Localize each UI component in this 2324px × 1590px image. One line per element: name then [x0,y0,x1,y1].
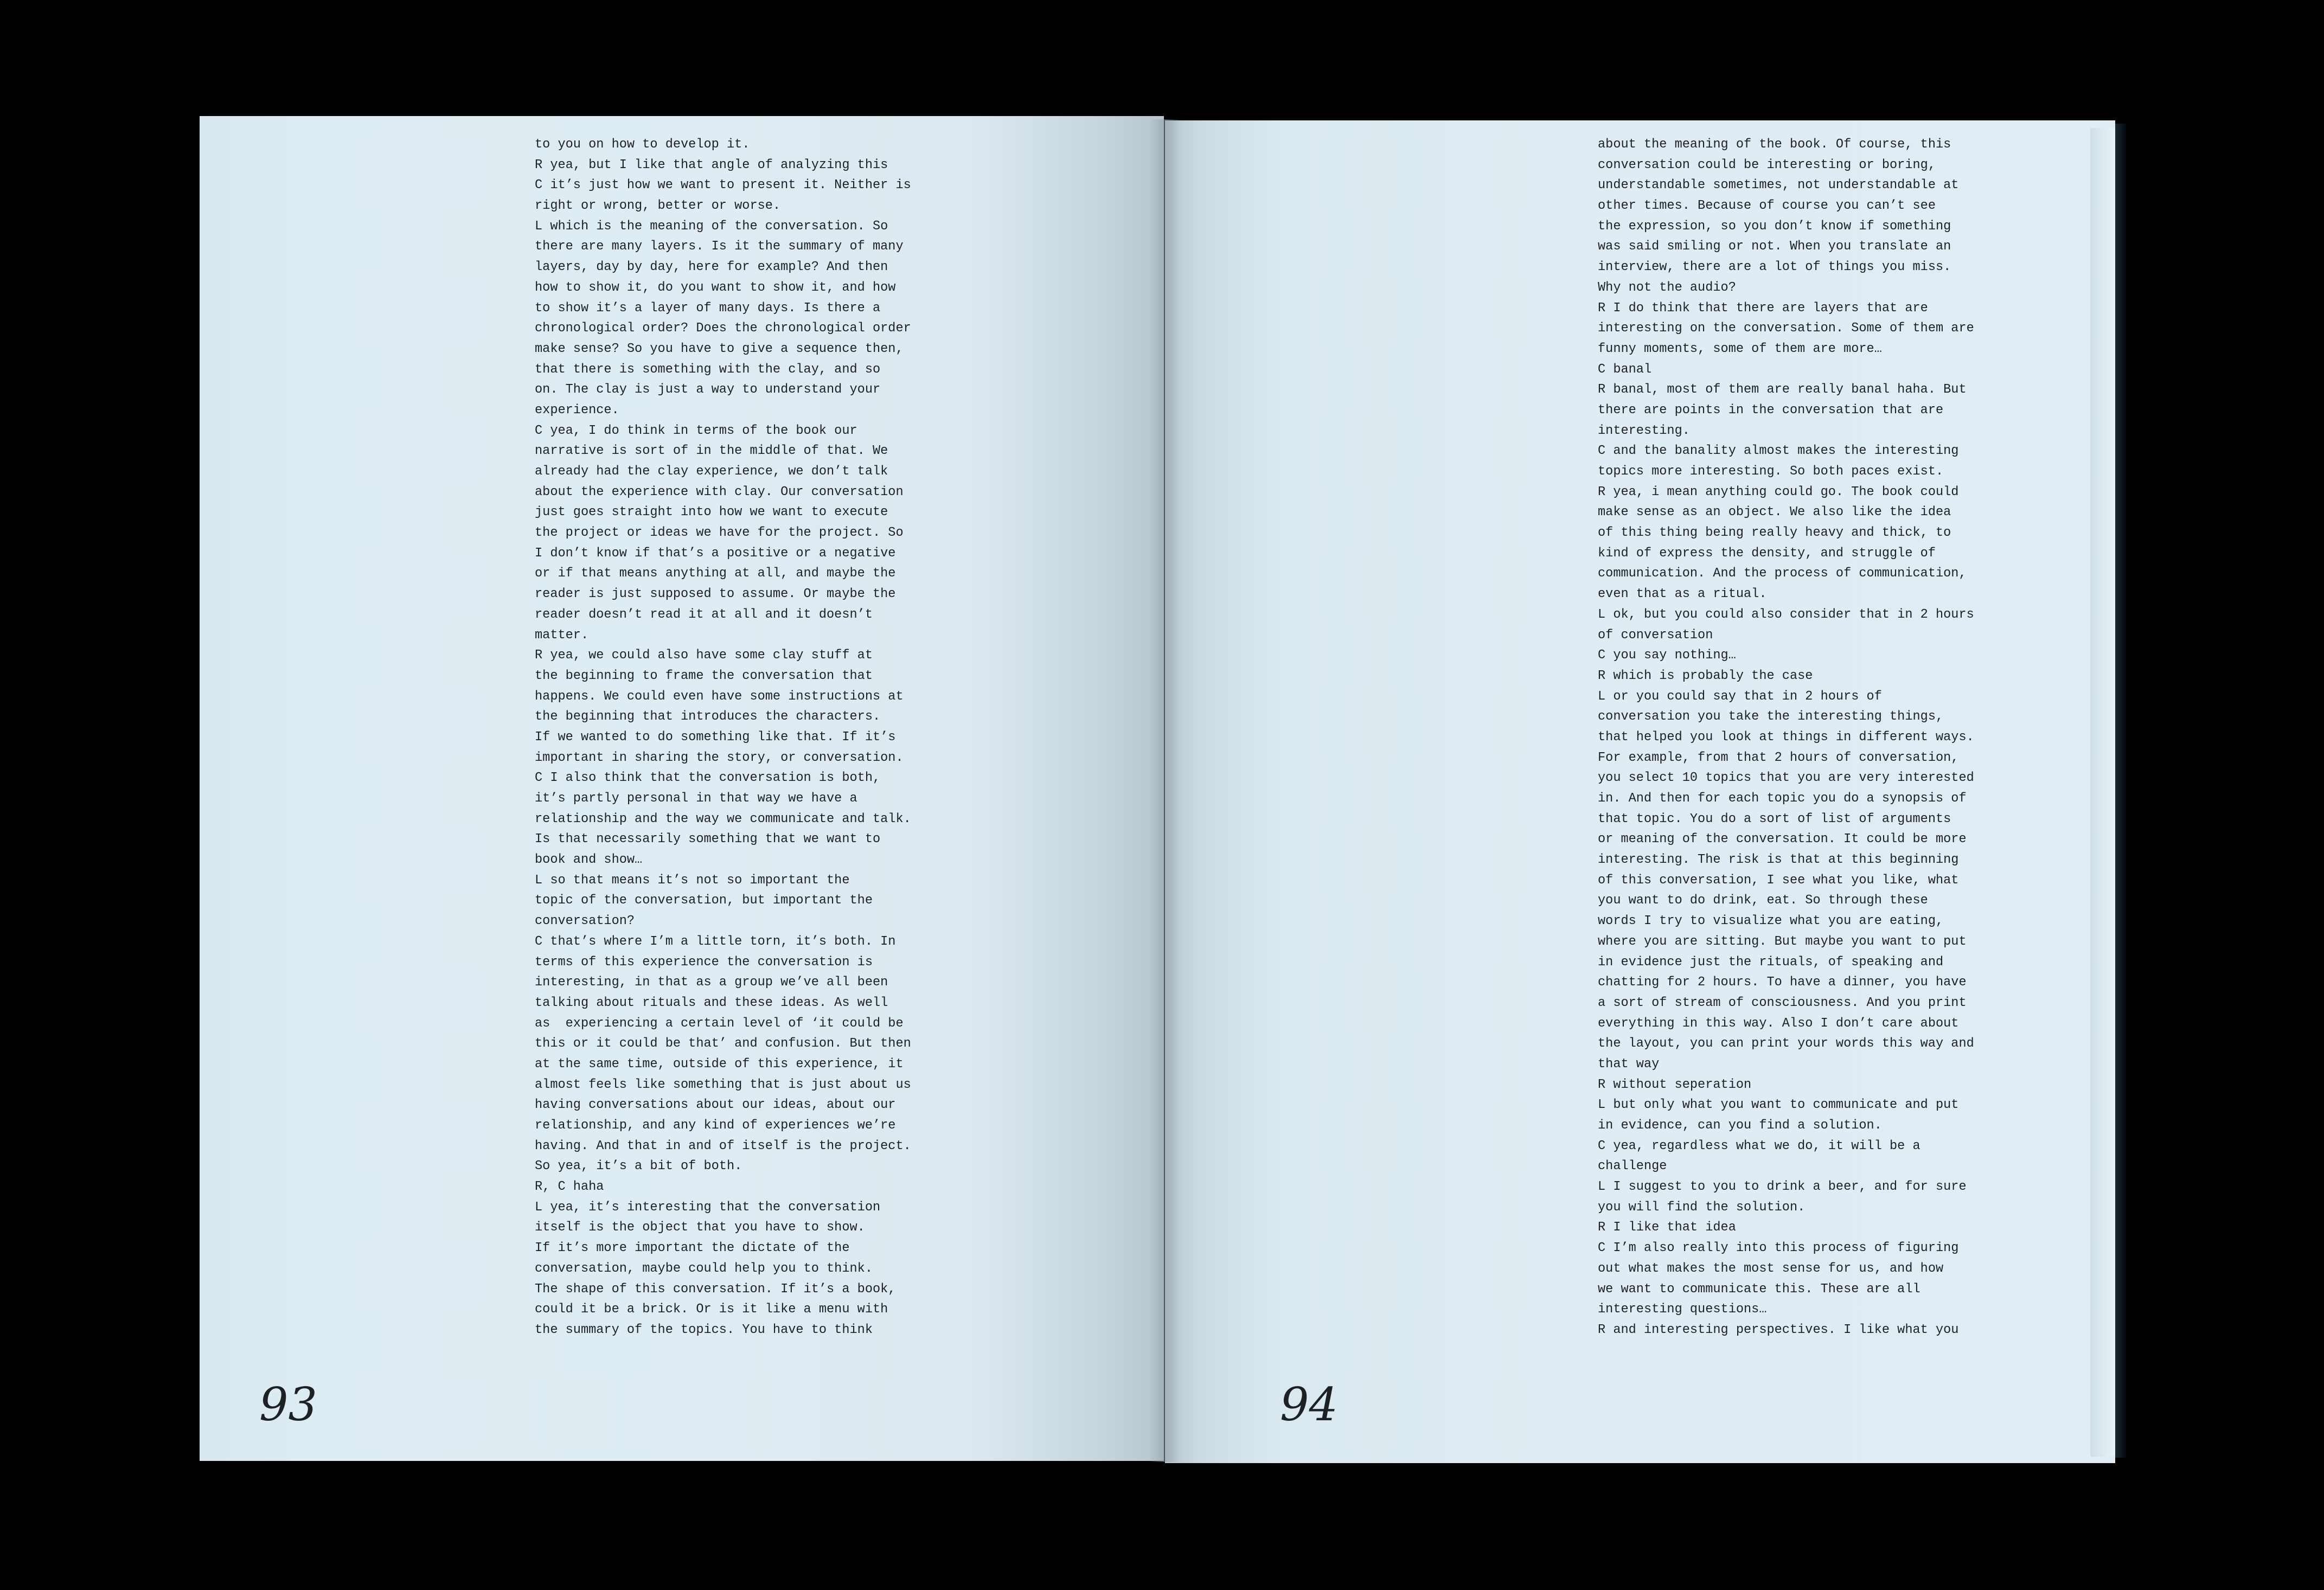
text-line: topics more interesting. So both paces exist. [1598,464,1944,479]
text-line: layers, day by day, here for example? And then [535,260,888,275]
text-line: reader doesn’t read it at all and it doesn’t [535,607,873,622]
text-line: The shape of this conversation. If it’s a book, [535,1281,896,1297]
text-line: challenge [1598,1159,1667,1174]
text-line: the beginning that introduces the characters. [535,709,881,725]
text-line: experience. [535,402,619,418]
text-line: R yea, we could also have some clay stuff at [535,648,873,663]
text-line: having conversations about our ideas, about our [535,1098,896,1113]
text-line: interesting. [1598,423,1690,438]
text-line: R I do think that there are layers that are [1598,300,1928,316]
text-line: Is that necessarily something that we want to [535,832,881,847]
text-line: there are many layers. Is it the summary of many [535,239,904,254]
text-line: relationship and the way we communicate and talk. [535,811,911,826]
left-page-number: 93 [259,1378,317,1431]
text-line: to show it’s a layer of many days. Is there a [535,300,881,316]
text-line: If we wanted to do something like that. If it’s [535,729,896,745]
text-line: Why not the audio? [1598,280,1736,295]
text-line: that way [1598,1056,1660,1072]
text-line: L ok, but you could also consider that in 2 hours [1598,607,1974,622]
text-line: was said smiling or not. When you translate an [1598,239,1951,254]
text-line: talking about rituals and these ideas. As well [535,995,888,1010]
text-line: out what makes the most sense for us, and how [1598,1261,1944,1276]
text-line: or if that means anything at all, and maybe the [535,566,896,581]
text-line: For example, from that 2 hours of conversation, [1598,750,1959,765]
text-line: having. And that in and of itself is the project. [535,1138,911,1153]
text-line: conversation, maybe could help you to think. [535,1261,873,1276]
text-line: you will find the solution. [1598,1200,1806,1215]
text-line: C yea, regardless what we do, it will be a [1598,1138,1920,1153]
text-line: it’s partly personal in that way we have a [535,791,857,806]
text-line: R yea, i mean anything could go. The book could [1598,484,1959,499]
text-line: R, C haha [535,1179,604,1195]
text-line: interesting, in that as a group we’ve all been [535,975,888,990]
text-line: that topic. You do a sort of list of arguments [1598,811,1951,826]
text-line: the beginning to frame the conversation that [535,668,873,683]
text-line: the project or ideas we have for the project. So [535,525,904,541]
book-gutter [1149,119,1181,1462]
text-line: R I like that idea [1598,1220,1736,1235]
text-line: in evidence, can you find a solution. [1598,1118,1882,1133]
text-line: as experiencing a certain level of ‘it could be [535,1016,904,1031]
text-line: interesting. The risk is that at this beginning [1598,852,1959,868]
text-line: book and show… [535,852,643,868]
text-line: we want to communicate this. These are all [1598,1281,1920,1297]
text-line: C I also think that the conversation is both, [535,771,881,786]
text-line: of this conversation, I see what you like, what [1598,873,1959,888]
text-line: R banal, most of them are really banal haha. But [1598,382,1967,398]
text-line: that there is something with the clay, and so [535,362,881,377]
text-line: about the experience with clay. Our conversation [535,484,904,499]
text-line: funny moments, some of them are more… [1598,341,1882,356]
text-line: important in sharing the story, or conversation. [535,750,904,765]
text-line: R and interesting perspectives. I like what you [1598,1322,1959,1337]
text-line: or meaning of the conversation. It could be more [1598,832,1967,847]
text-line: of this thing being really heavy and thick, to [1598,525,1951,541]
text-line: you select 10 topics that you are very interested [1598,771,1974,786]
left-page-text [535,134,911,1341]
text-line: almost feels like something that is just about us [535,1077,911,1092]
text-line: about the meaning of the book. Of course, this [1598,137,1951,152]
text-line: make sense? So you have to give a sequence then, [535,341,904,356]
text-line: a sort of stream of consciousness. And you print [1598,995,1967,1010]
text-line: this or it could be that’ and confusion. But then [535,1036,911,1052]
text-line: conversation you take the interesting things, [1598,709,1944,725]
text-line: If it’s more important the dictate of the [535,1241,850,1256]
text-line: understandable sometimes, not understandable at [1598,178,1959,193]
text-line: relationship, and any kind of experiences we’re [535,1118,896,1133]
text-line: happens. We could even have some instructions at [535,689,904,704]
text-line: C it’s just how we want to present it. Neither is [535,178,911,193]
text-line: in evidence just the rituals, of speaking and [1598,954,1944,970]
text-line: everything in this way. Also I don’t care about [1598,1016,1959,1031]
text-line: make sense as an object. We also like the idea [1598,505,1951,520]
text-line: topic of the conversation, but important the [535,893,873,908]
text-line: to you on how to develop it. [535,137,750,152]
text-line: L so that means it’s not so important the [535,873,850,888]
text-line: kind of express the density, and struggle of [1598,546,1936,561]
text-line: the expression, so you don’t know if something [1598,219,1951,234]
text-line: R which is probably the case [1598,668,1813,683]
text-line: C yea, I do think in terms of the book our [535,423,857,438]
text-line: chatting for 2 hours. To have a dinner, you have [1598,975,1967,990]
text-line: could it be a brick. Or is it like a menu with [535,1302,888,1317]
text-line: L or you could say that in 2 hours of [1598,689,1882,704]
text-line: matter. [535,627,589,643]
text-line: narrative is sort of in the middle of that. We [535,444,888,459]
text-line: on. The clay is just a way to understand your [535,382,881,398]
text-line: right or wrong, better or worse. [535,198,781,214]
text-line: you want to do drink, eat. So through these [1598,893,1928,908]
text-line: L I suggest to you to drink a beer, and for sure [1598,1179,1967,1195]
text-line: even that as a ritual. [1598,587,1767,602]
text-line: L which is the meaning of the conversation. So [535,219,888,234]
text-line: communication. And the process of communication, [1598,566,1967,581]
text-line: C you say nothing… [1598,648,1736,663]
book-cover-edge [2115,124,2126,1458]
text-line: where you are sitting. But maybe you want to put [1598,934,1967,949]
text-line: interesting on the conversation. Some of them are [1598,321,1974,336]
text-line: C banal [1598,362,1652,377]
text-line: chronological order? Does the chronological order [535,321,911,336]
text-line: that helped you look at things in different ways. [1598,729,1974,745]
text-line: just goes straight into how we want to execute [535,505,888,520]
text-line: other times. Because of course you can’t see [1598,198,1936,214]
text-line: the summary of the topics. You have to think [535,1322,873,1337]
text-line: the layout, you can print your words this way and [1598,1036,1974,1052]
text-line: conversation could be interesting or boring, [1598,157,1936,172]
text-line: how to show it, do you want to show it, and how [535,280,896,295]
right-page-text [1598,134,1974,1341]
text-line: reader is just supposed to assume. Or maybe the [535,587,896,602]
text-line: words I try to visualize what you are eating, [1598,914,1944,929]
right-page-number: 94 [1280,1378,1338,1431]
text-line: R yea, but I like that angle of analyzing this [535,157,888,172]
text-line: in. And then for each topic you do a synopsis of [1598,791,1967,806]
text-line: I don’t know if that’s a positive or a negative [535,546,896,561]
text-line: there are points in the conversation that are [1598,402,1944,418]
text-line: C I’m also really into this process of figuring [1598,1241,1959,1256]
text-line: C that’s where I’m a little torn, it’s both. In [535,934,896,949]
page-edge-strip [2090,128,2115,1457]
text-line: interesting questions… [1598,1302,1767,1317]
text-line: terms of this experience the conversation is [535,954,873,970]
text-line: interview, there are a lot of things you miss. [1598,260,1951,275]
text-line: L yea, it’s interesting that the conversation [535,1200,881,1215]
text-line: of conversation [1598,627,1713,643]
text-line: So yea, it’s a bit of both. [535,1159,742,1174]
text-line: conversation? [535,914,635,929]
text-line: L but only what you want to communicate and put [1598,1098,1959,1113]
text-line: R without seperation [1598,1077,1752,1092]
text-line: already had the clay experience, we don’t talk [535,464,888,479]
text-line: itself is the object that you have to show. [535,1220,865,1235]
text-line: at the same time, outside of this experience, it [535,1056,904,1072]
text-line: C and the banality almost makes the interesting [1598,444,1959,459]
